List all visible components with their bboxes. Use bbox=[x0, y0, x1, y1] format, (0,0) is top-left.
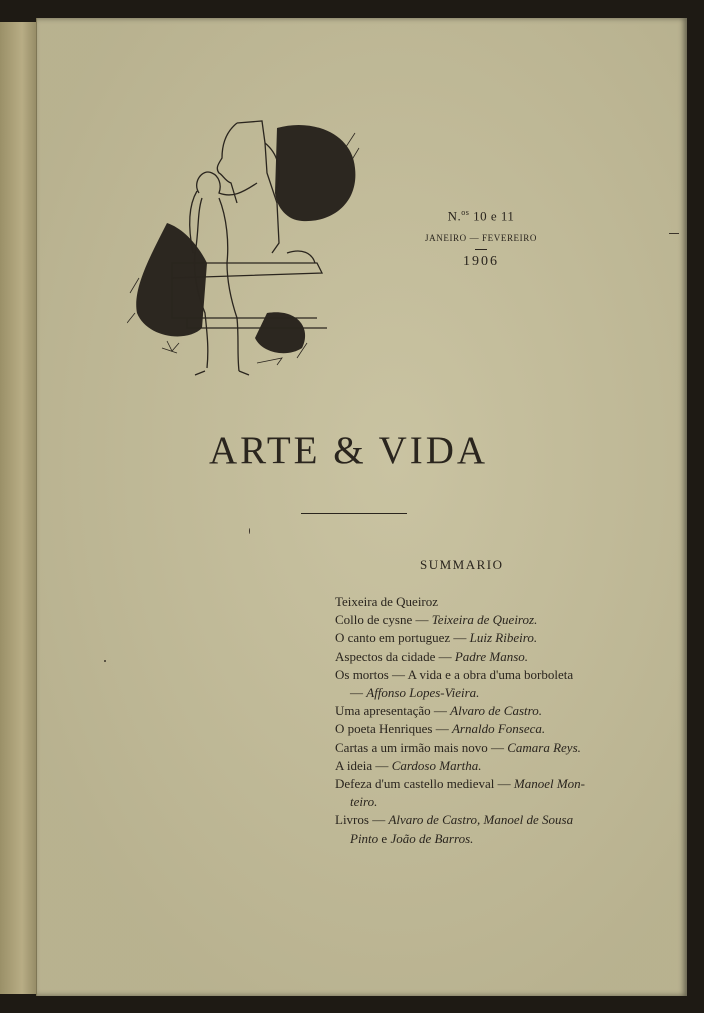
magazine-title: ARTE & VIDA bbox=[209, 429, 489, 472]
toc-line: Defeza d'um castello medieval — Manoel Mon- bbox=[335, 776, 585, 792]
issue-months: JANEIRO — FEVEREIRO bbox=[425, 233, 537, 244]
toc-line: Aspectos da cidade — Padre Manso. bbox=[335, 648, 529, 664]
magazine-cover-page bbox=[36, 18, 687, 996]
toc-line: teiro. bbox=[350, 794, 378, 810]
table-of-contents bbox=[335, 593, 595, 848]
previous-page-edge bbox=[0, 22, 40, 994]
toc-line: Pinto e João de Barros. bbox=[350, 830, 474, 846]
toc-line: O canto em portuguez — Luiz Ribeiro. bbox=[335, 630, 538, 646]
toc-line: Collo de cysne — Teixeira de Queiroz. bbox=[335, 612, 538, 628]
toc-line: Cartas a um irmão mais novo — Camara Reys. bbox=[335, 739, 581, 755]
toc-line: Os mortos — A vida e a obra d'uma borboleta bbox=[335, 666, 574, 682]
title-rule bbox=[301, 513, 407, 514]
toc-line: — Affonso Lopes-Vieira. bbox=[350, 685, 480, 701]
toc-line: Teixeira de Queiroz bbox=[335, 594, 439, 609]
issue-info bbox=[421, 208, 541, 270]
summary-heading: SUMMARIO bbox=[420, 557, 504, 572]
illustration-vignette bbox=[127, 113, 362, 383]
toc-line: O poeta Henriques — Arnaldo Fonseca. bbox=[335, 721, 546, 737]
paper-mark bbox=[669, 233, 679, 234]
paper-speck bbox=[249, 528, 250, 534]
paper-speck bbox=[104, 660, 106, 662]
toc-line: Livros — Alvaro de Castro, Manoel de Sousa bbox=[335, 812, 574, 828]
issue-numbers: N.$^{os}$ 10 e 11 bbox=[447, 208, 515, 224]
issue-year: 1906 bbox=[463, 254, 499, 270]
toc-line: Uma apresentação — Alvaro de Castro. bbox=[335, 703, 542, 719]
toc-line: A ideia — Cardoso Martha. bbox=[335, 757, 482, 773]
divider bbox=[475, 249, 487, 250]
